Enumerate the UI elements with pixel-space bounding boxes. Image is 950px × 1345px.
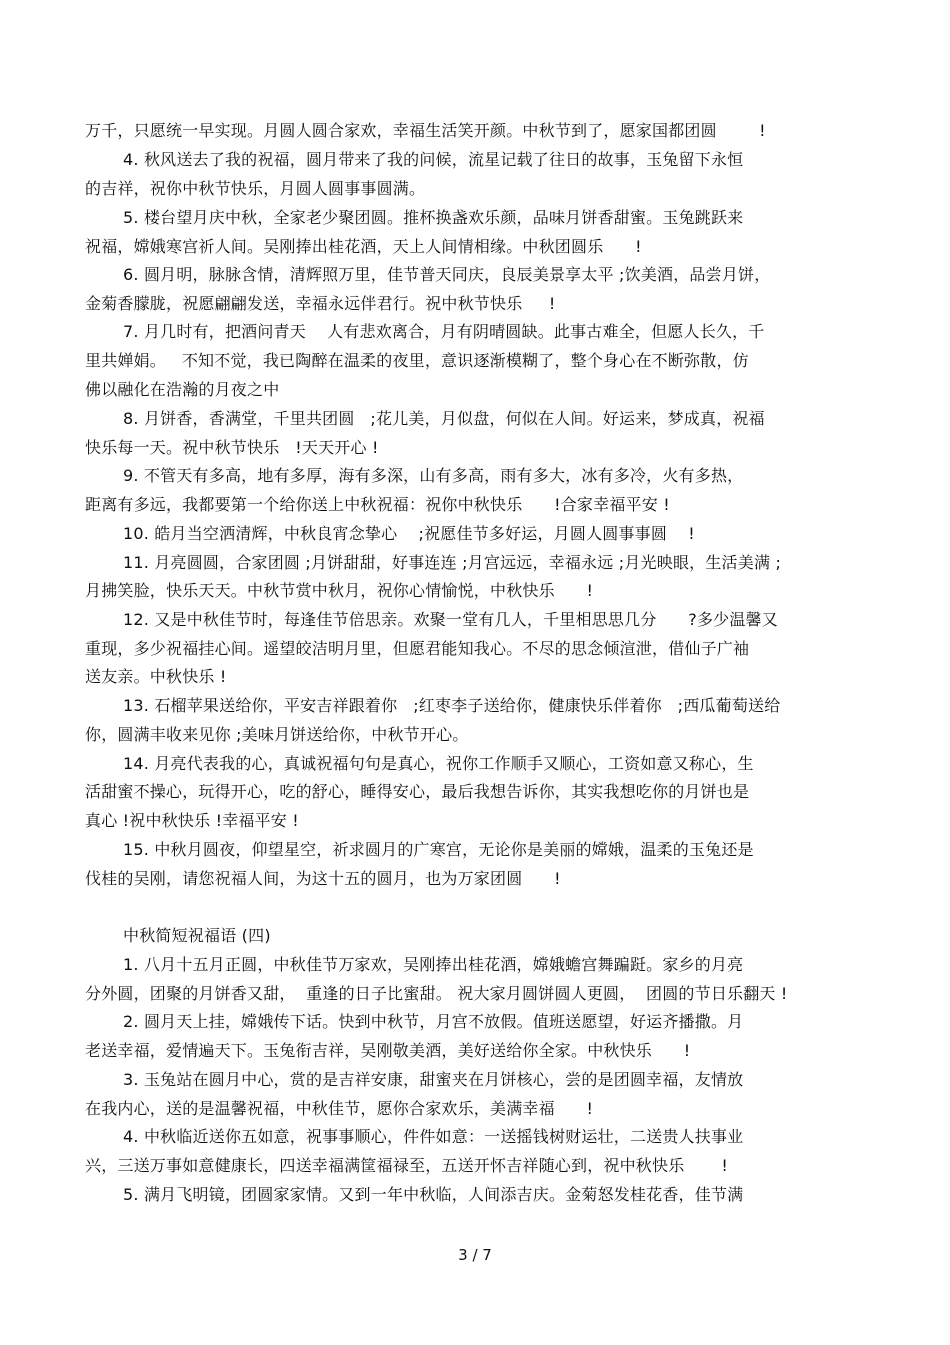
text-line: 7. 月几时有，把酒问青天 人有悲欢离合，月有阴晴圆缺。此事古难全，但愿人长久，千 bbox=[123, 322, 765, 341]
text-line: 4. 中秋临近送你五如意，祝事事顺心，件件如意：一送摇钱树财运壮，二送贵人扶事业 bbox=[123, 1127, 744, 1146]
text-line: 15. 中秋月圆夜，仰望星空，祈求圆月的广寒宫，无论你是美丽的嫦娥，温柔的玉兔还是 bbox=[123, 840, 754, 859]
text-line: 6. 圆月明，脉脉含情，清辉照万里，佳节普天同庆，良辰美景享太平 ;饮美酒，品尝月饼， bbox=[123, 265, 771, 284]
text-line: 8. 月饼香，香满堂，千里共团圆 ;花儿美，月似盘，何似在人间。好运来，梦成真，祝福 bbox=[123, 409, 765, 428]
text-line: 在我内心，送的是温馨祝福，中秋佳节，愿你合家欢乐，美满幸福 ! bbox=[85, 1099, 594, 1118]
text-line: 佛以融化在浩瀚的月夜之中 bbox=[85, 380, 280, 399]
text-line: 5. 满月飞明镜，团圆家家情。又到一年中秋临，人间添吉庆。金菊怒发桂花香，佳节满 bbox=[123, 1185, 744, 1204]
text-line: 你，圆满丰收来见你 ;美味月饼送给你，中秋节开心。 bbox=[85, 725, 469, 744]
text-line: 13. 石榴苹果送给你，平安吉祥跟着你 ;红枣李子送给你，健康快乐伴着你 ;西瓜葡萄送给 bbox=[123, 696, 781, 715]
text-line: 真心 !祝中秋快乐 !幸福平安 ! bbox=[85, 811, 299, 830]
text-line: 9. 不管天有多高，地有多厚，海有多深，山有多高，雨有多大，冰有多冷，火有多热， bbox=[123, 466, 744, 485]
text-line: 10. 皓月当空洒清辉，中秋良宵念挚心 ;祝愿佳节多好运，月圆人圆事事圆 ! bbox=[123, 524, 695, 543]
text-line: 3. 玉兔站在圆月中心，赏的是吉祥安康，甜蜜夹在月饼核心，尝的是团圆幸福，友情放 bbox=[123, 1070, 744, 1089]
text-line: 送友亲。中秋快乐 ! bbox=[85, 667, 227, 686]
text-line: 5. 楼台望月庆中秋，全家老少聚团圆。推杯换盏欢乐颜，品味月饼香甜蜜。玉兔跳跃来 bbox=[123, 208, 744, 227]
text-line: 活甜蜜不操心，玩得开心，吃的舒心，睡得安心，最后我想告诉你，其实我想吃你的月饼也是 bbox=[85, 782, 750, 801]
text-line: 祝福，嫦娥寒宫祈人间。吴刚捧出桂花酒，天上人间情相缘。中秋团圆乐 ! bbox=[85, 237, 642, 256]
text-line: 距离有多远，我都要第一个给你送上中秋祝福：祝你中秋快乐 !合家幸福平安 ! bbox=[85, 495, 670, 514]
text-line: 金菊香朦胧，祝愿翩翩发送，幸福永远伴君行。祝中秋节快乐 ! bbox=[85, 294, 556, 313]
text-line: 月拂笑脸，快乐天天。中秋节赏中秋月，祝你心情愉悦，中秋快乐 ! bbox=[85, 581, 594, 600]
text-line: 伐桂的吴刚，请您祝福人间，为这十五的圆月，也为万家团圆 ! bbox=[85, 869, 561, 888]
text-line: 快乐每一天。祝中秋节快乐 !天天开心 ! bbox=[85, 438, 379, 457]
text-line: 14. 月亮代表我的心，真诚祝福句句是真心，祝你工作顺手又顺心，工资如意又称心，生 bbox=[123, 754, 754, 773]
text-line: 的吉祥，祝你中秋节快乐，月圆人圆事事圆满。 bbox=[85, 179, 426, 198]
text-line: 1. 八月十五月正圆，中秋佳节万家欢，吴刚捧出桂花酒，嫦娥蟾宫舞蹁跹。家乡的月亮 bbox=[123, 955, 744, 974]
text-line: 兴，三送万事如意健康长，四送幸福满筐福禄至，五送开怀吉祥随心到，祝中秋快乐 ! bbox=[85, 1156, 729, 1175]
text-line: 12. 又是中秋佳节时，每逢佳节倍思亲。欢聚一堂有几人，千里相思思几分 ?多少温馨又 bbox=[123, 610, 778, 629]
text-line: 2. 圆月天上挂，嫦娥传下话。快到中秋节，月宫不放假。值班送愿望，好运齐播撒。月 bbox=[123, 1012, 744, 1031]
text-line: 11. 月亮圆圆，合家团圆 ;月饼甜甜，好事连连 ;月宫远远，幸福永远 ;月光映眼，生活美满 ; bbox=[123, 553, 782, 572]
page-number: 3 / 7 bbox=[458, 1246, 492, 1264]
text-line: 4. 秋风送去了我的祝福，圆月带来了我的问候，流星记载了往日的故事，玉兔留下永恒 bbox=[123, 150, 744, 169]
text-line: 分外圆，团聚的月饼香又甜， 重逢的日子比蜜甜。 祝大家月圆饼圆人更圆， 团圆的节日乐翻天 ! bbox=[85, 984, 788, 1003]
text-line: 里共婵娟。 不知不觉，我已陶醉在温柔的夜里，意识逐渐模糊了，整个身心在不断弥散，仿 bbox=[85, 351, 749, 370]
text-line: 万千，只愿统一早实现。月圆人圆合家欢，幸福生活笑开颜。中秋节到了，愿家国都团圆 ! bbox=[85, 121, 766, 140]
section-heading: 中秋简短祝福语 (四) bbox=[123, 926, 271, 945]
text-line: 老送幸福，爱情遍天下。玉兔衔吉祥，吴刚敬美酒，美好送给你全家。中秋快乐 ! bbox=[85, 1041, 691, 1060]
text-line: 重现，多少祝福挂心间。遥望皎洁明月里，但愿君能知我心。不尽的思念倾渲泄，借仙子广袖 bbox=[85, 639, 750, 658]
